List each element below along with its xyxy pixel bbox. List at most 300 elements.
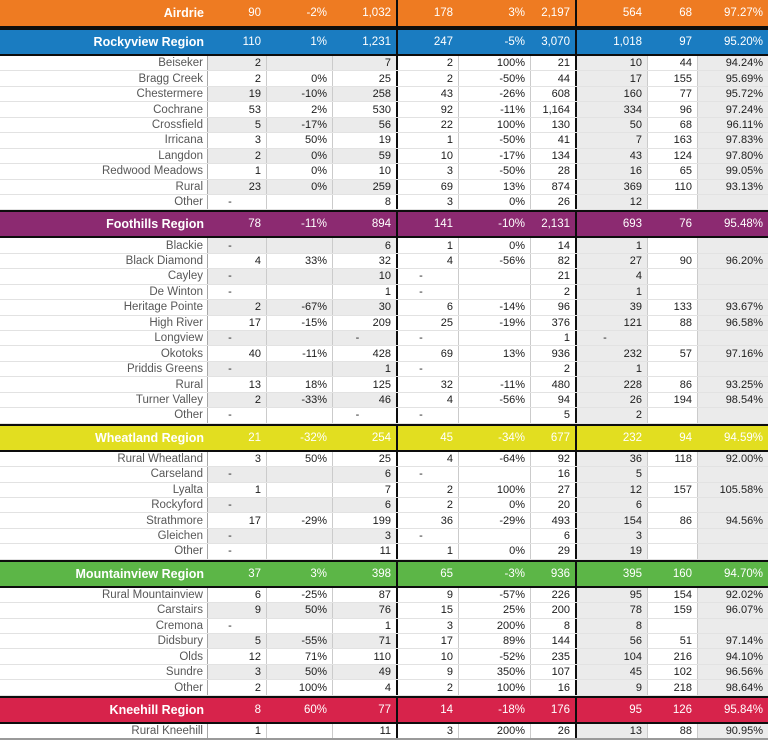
data-cell[interactable]: 26 [575,393,647,407]
data-cell[interactable]: 40 [208,346,266,360]
region-total-cell[interactable]: 141 [396,212,458,236]
data-cell[interactable] [697,408,768,422]
data-cell[interactable]: 93.13% [697,180,768,194]
data-cell[interactable]: 13 [208,377,266,391]
data-cell[interactable]: 68 [647,118,697,132]
data-cell[interactable] [647,544,697,558]
data-cell[interactable]: 96.11% [697,118,768,132]
data-cell[interactable]: 2 [208,149,266,163]
data-cell[interactable]: 56 [332,118,396,132]
data-cell[interactable]: 16 [530,467,575,481]
data-cell[interactable]: 0% [458,544,530,558]
region-total-cell[interactable]: 77 [378,703,391,716]
data-cell[interactable]: 93.67% [697,300,768,314]
data-cell[interactable]: -14% [458,300,530,314]
data-cell[interactable] [647,362,697,376]
data-cell[interactable]: -50% [458,133,530,147]
data-cell[interactable] [266,56,332,70]
data-cell[interactable]: 608 [530,87,575,101]
region-total-cell[interactable]: -5% [504,36,525,48]
community-name-cell[interactable]: Rural [0,377,208,391]
region-total-cell[interactable]: 254 [371,431,391,444]
region-total-cell[interactable]: 94.59% [723,431,763,444]
data-cell[interactable]: 69 [396,346,458,360]
region-total-cell[interactable]: 894 [371,218,391,231]
data-cell[interactable]: 130 [530,118,575,132]
data-cell[interactable]: 199 [332,513,396,527]
data-cell[interactable]: 33% [266,254,332,268]
data-cell[interactable]: 2 [530,285,575,299]
data-cell[interactable] [697,238,768,252]
community-name-cell[interactable]: Rural Mountainview [0,588,208,602]
data-cell[interactable]: -56% [458,393,530,407]
data-cell[interactable]: 95.72% [697,87,768,101]
data-cell[interactable]: 10 [396,649,458,663]
data-cell[interactable]: - [208,331,266,345]
data-cell[interactable]: 2 [530,362,575,376]
data-cell[interactable] [697,467,768,481]
data-cell[interactable]: 7 [332,483,396,497]
region-total-cell[interactable]: 126 [672,703,692,716]
data-cell[interactable]: -17% [266,118,332,132]
data-cell[interactable]: 209 [332,316,396,330]
data-cell[interactable]: 25 [332,452,396,466]
data-cell[interactable]: 480 [530,377,575,391]
community-name-cell[interactable]: Bragg Creek [0,71,208,85]
community-name-cell[interactable]: Longview [0,331,208,345]
data-cell[interactable]: 110 [647,180,697,194]
community-name-cell[interactable]: Other [0,544,208,558]
data-cell[interactable]: -11% [266,346,332,360]
data-cell[interactable]: 0% [266,71,332,85]
community-name-cell[interactable]: Redwood Meadows [0,164,208,178]
region-total-cell[interactable]: 3% [508,7,525,19]
data-cell[interactable]: 11 [332,544,396,558]
data-cell[interactable]: 11 [332,724,396,738]
data-cell[interactable]: 49 [332,665,396,679]
community-name-cell[interactable]: Strathmore [0,513,208,527]
community-name-cell[interactable]: Sundre [0,665,208,679]
region-total-cell[interactable]: 564 [575,0,647,26]
data-cell[interactable]: 110 [332,649,396,663]
data-cell[interactable]: 82 [530,254,575,268]
region-total-cell[interactable]: 95.84% [723,703,763,716]
data-cell[interactable]: 88 [647,724,697,738]
data-cell[interactable]: 134 [530,149,575,163]
data-cell[interactable]: -29% [266,513,332,527]
data-cell[interactable]: 96.58% [697,316,768,330]
data-cell[interactable]: - [208,467,266,481]
data-cell[interactable] [647,238,697,252]
data-cell[interactable]: 19 [208,87,266,101]
data-cell[interactable]: 154 [647,588,697,602]
data-cell[interactable]: -33% [266,393,332,407]
data-cell[interactable]: 3 [332,529,396,543]
data-cell[interactable]: -15% [266,316,332,330]
data-cell[interactable]: -11% [458,377,530,391]
data-cell[interactable] [266,467,332,481]
data-cell[interactable] [458,285,530,299]
data-cell[interactable]: 1 [332,619,396,633]
data-cell[interactable]: 43 [396,87,458,101]
data-cell[interactable] [266,529,332,543]
community-name-cell[interactable]: Cayley [0,269,208,283]
data-cell[interactable]: 4 [332,680,396,694]
region-total-cell[interactable]: 60% [303,703,327,716]
data-cell[interactable]: 4 [396,254,458,268]
data-cell[interactable]: 2 [575,408,647,422]
data-cell[interactable] [697,529,768,543]
region-total-cell[interactable]: 2,197 [541,7,570,19]
data-cell[interactable]: - [396,331,458,345]
region-label-rockyview-region[interactable]: Rockyview Region [93,35,204,49]
data-cell[interactable]: 1 [332,362,396,376]
data-cell[interactable] [266,498,332,512]
data-cell[interactable]: 226 [530,588,575,602]
data-cell[interactable]: 4 [575,269,647,283]
data-cell[interactable]: 30 [332,300,396,314]
data-cell[interactable]: 95.69% [697,71,768,85]
data-cell[interactable]: 45 [575,665,647,679]
data-cell[interactable]: 6 [575,498,647,512]
community-name-cell[interactable]: Other [0,680,208,694]
data-cell[interactable]: - [396,269,458,283]
data-cell[interactable] [647,498,697,512]
data-cell[interactable]: 2 [396,680,458,694]
community-name-cell[interactable]: Chestermere [0,87,208,101]
region-total-cell[interactable]: 95.48% [723,218,763,231]
community-name-cell[interactable]: Cochrane [0,102,208,116]
data-cell[interactable]: 86 [647,377,697,391]
data-cell[interactable]: - [208,285,266,299]
region-total-cell[interactable]: -32% [300,431,327,444]
data-cell[interactable]: -50% [458,164,530,178]
data-cell[interactable]: - [208,238,266,252]
data-cell[interactable]: 94.24% [697,56,768,70]
data-cell[interactable]: 71% [266,649,332,663]
data-cell[interactable]: -29% [458,513,530,527]
data-cell[interactable] [647,195,697,209]
data-cell[interactable]: 9 [208,603,266,617]
community-name-cell[interactable]: Other [0,408,208,422]
data-cell[interactable] [266,483,332,497]
data-cell[interactable]: 32 [396,377,458,391]
community-name-cell[interactable]: Olds [0,649,208,663]
community-name-cell[interactable]: Crossfield [0,118,208,132]
data-cell[interactable]: -64% [458,452,530,466]
data-cell[interactable] [647,408,697,422]
region-total-cell[interactable]: -11% [301,218,327,231]
region-total-cell[interactable]: 90 [248,7,261,19]
data-cell[interactable]: 1 [208,164,266,178]
data-cell[interactable]: 4 [208,254,266,268]
data-cell[interactable]: 86 [647,513,697,527]
data-cell[interactable]: 94.56% [697,513,768,527]
data-cell[interactable]: 216 [647,649,697,663]
data-cell[interactable]: 1 [396,544,458,558]
data-cell[interactable] [266,724,332,738]
data-cell[interactable]: 0% [458,195,530,209]
region-total-cell[interactable]: 21 [248,431,261,444]
region-total-cell[interactable]: -34% [498,431,525,444]
data-cell[interactable]: 18% [266,377,332,391]
region-total-cell[interactable]: 94 [679,431,692,444]
data-cell[interactable]: 2 [396,56,458,70]
data-cell[interactable] [458,331,530,345]
data-cell[interactable]: 94 [530,393,575,407]
community-name-cell[interactable]: Carseland [0,467,208,481]
region-total-cell[interactable]: -2% [306,7,327,19]
data-cell[interactable]: 65 [647,164,697,178]
data-cell[interactable]: 13% [458,180,530,194]
data-cell[interactable]: 3 [575,529,647,543]
region-total-cell[interactable]: 232 [575,426,647,450]
data-cell[interactable] [697,269,768,283]
data-cell[interactable]: 4 [396,393,458,407]
data-cell[interactable]: 29 [530,544,575,558]
data-cell[interactable]: 3 [396,195,458,209]
community-name-cell[interactable]: Gleichen [0,529,208,543]
region-total-cell[interactable]: 395 [575,562,647,586]
community-name-cell[interactable]: Heritage Pointe [0,300,208,314]
data-cell[interactable] [647,467,697,481]
data-cell[interactable]: 50 [575,118,647,132]
data-cell[interactable]: 97.16% [697,346,768,360]
data-cell[interactable]: - [208,362,266,376]
region-total-cell[interactable]: 97 [679,36,692,48]
data-cell[interactable]: 17 [396,634,458,648]
data-cell[interactable]: 8 [575,619,647,633]
data-cell[interactable]: 493 [530,513,575,527]
data-cell[interactable]: 2% [266,102,332,116]
community-name-cell[interactable]: Rural [0,180,208,194]
data-cell[interactable]: 102 [647,665,697,679]
data-cell[interactable]: 2 [208,71,266,85]
data-cell[interactable]: 32 [332,254,396,268]
data-cell[interactable]: 200 [530,603,575,617]
data-cell[interactable]: 94.10% [697,649,768,663]
data-cell[interactable] [647,619,697,633]
data-cell[interactable]: 20 [530,498,575,512]
data-cell[interactable]: 23 [208,180,266,194]
data-cell[interactable]: 10 [575,56,647,70]
data-cell[interactable]: 50% [266,603,332,617]
data-cell[interactable]: 26 [530,195,575,209]
data-cell[interactable]: 39 [575,300,647,314]
data-cell[interactable] [647,529,697,543]
data-cell[interactable]: 98.54% [697,393,768,407]
data-cell[interactable]: 97.14% [697,634,768,648]
data-cell[interactable]: - [208,408,266,422]
data-cell[interactable]: 36 [396,513,458,527]
data-cell[interactable]: 17 [208,513,266,527]
data-cell[interactable]: 2 [208,300,266,314]
data-cell[interactable]: 200% [458,724,530,738]
data-cell[interactable]: 228 [575,377,647,391]
data-cell[interactable]: 1 [208,724,266,738]
data-cell[interactable]: 6 [332,238,396,252]
data-cell[interactable]: 19 [575,544,647,558]
data-cell[interactable]: - [396,285,458,299]
data-cell[interactable]: 28 [530,164,575,178]
data-cell[interactable]: 258 [332,87,396,101]
data-cell[interactable]: - [396,529,458,543]
data-cell[interactable]: -52% [458,649,530,663]
data-cell[interactable]: - [575,331,647,345]
data-cell[interactable]: 92 [530,452,575,466]
data-cell[interactable]: 96.56% [697,665,768,679]
data-cell[interactable]: 51 [647,634,697,648]
data-cell[interactable]: 1 [396,133,458,147]
data-cell[interactable] [266,331,332,345]
data-cell[interactable]: 9 [396,588,458,602]
region-total-cell[interactable]: 95 [575,698,647,722]
data-cell[interactable]: 3 [208,133,266,147]
community-name-cell[interactable]: Priddis Greens [0,362,208,376]
data-cell[interactable]: 118 [647,452,697,466]
data-cell[interactable]: 10 [332,269,396,283]
data-cell[interactable] [647,269,697,283]
data-cell[interactable]: 17 [208,316,266,330]
data-cell[interactable]: 124 [647,149,697,163]
data-cell[interactable]: 4 [396,452,458,466]
data-cell[interactable]: 57 [647,346,697,360]
data-cell[interactable] [697,544,768,558]
data-cell[interactable]: 25% [458,603,530,617]
region-total-cell[interactable]: 176 [550,703,570,716]
data-cell[interactable]: 3 [396,619,458,633]
data-cell[interactable]: 1 [208,483,266,497]
data-cell[interactable]: 936 [530,346,575,360]
data-cell[interactable]: 25 [396,316,458,330]
data-cell[interactable]: 7 [332,56,396,70]
data-cell[interactable]: 10 [332,164,396,178]
community-name-cell[interactable]: Langdon [0,149,208,163]
region-total-cell[interactable]: 1,231 [362,36,391,48]
data-cell[interactable]: 232 [575,346,647,360]
community-name-cell[interactable]: Cremona [0,619,208,633]
data-cell[interactable]: 0% [458,498,530,512]
data-cell[interactable]: 56 [575,634,647,648]
data-cell[interactable]: 2 [396,498,458,512]
data-cell[interactable]: -26% [458,87,530,101]
data-cell[interactable]: 2 [396,483,458,497]
data-cell[interactable] [697,362,768,376]
data-cell[interactable]: 12 [208,649,266,663]
region-total-cell[interactable]: 97.27% [723,7,763,19]
data-cell[interactable]: -67% [266,300,332,314]
data-cell[interactable]: 97.83% [697,133,768,147]
data-cell[interactable]: - [332,408,396,422]
data-cell[interactable]: 69 [396,180,458,194]
data-cell[interactable]: 1,164 [530,102,575,116]
data-cell[interactable]: - [396,408,458,422]
data-cell[interactable] [697,619,768,633]
data-cell[interactable] [266,195,332,209]
data-cell[interactable]: 6 [208,588,266,602]
data-cell[interactable] [266,408,332,422]
community-name-cell[interactable]: Didsbury [0,634,208,648]
data-cell[interactable]: 96.07% [697,603,768,617]
community-name-cell[interactable]: Other [0,195,208,209]
data-cell[interactable]: 2 [208,393,266,407]
data-cell[interactable]: 1 [575,285,647,299]
data-cell[interactable]: 8 [332,195,396,209]
data-cell[interactable]: 76 [332,603,396,617]
data-cell[interactable]: 5 [208,118,266,132]
region-total-cell[interactable]: 78 [248,218,261,231]
data-cell[interactable]: 6 [530,529,575,543]
data-cell[interactable]: 376 [530,316,575,330]
data-cell[interactable]: 163 [647,133,697,147]
data-cell[interactable]: 87 [332,588,396,602]
region-total-cell[interactable]: 677 [550,431,570,444]
region-total-cell[interactable]: 3,070 [541,36,570,48]
data-cell[interactable]: 25 [332,71,396,85]
data-cell[interactable]: 14 [530,238,575,252]
data-cell[interactable]: 100% [458,56,530,70]
data-cell[interactable]: 0% [458,238,530,252]
region-total-cell[interactable]: 2,131 [541,218,570,231]
data-cell[interactable]: 7 [575,133,647,147]
data-cell[interactable]: 92.02% [697,588,768,602]
data-cell[interactable]: 159 [647,603,697,617]
data-cell[interactable]: 1 [575,238,647,252]
region-total-cell[interactable]: 8 [254,703,261,716]
region-total-cell[interactable]: 398 [371,567,391,580]
data-cell[interactable]: - [208,498,266,512]
data-cell[interactable]: - [208,544,266,558]
data-cell[interactable]: 27 [530,483,575,497]
data-cell[interactable]: 530 [332,102,396,116]
data-cell[interactable]: 98.64% [697,680,768,694]
region-total-cell[interactable]: -3% [504,567,525,580]
data-cell[interactable]: -25% [266,588,332,602]
data-cell[interactable]: 88 [647,316,697,330]
region-total-cell[interactable]: -18% [498,703,525,716]
data-cell[interactable]: 26 [530,724,575,738]
region-total-cell[interactable]: 76 [679,218,692,231]
data-cell[interactable] [266,238,332,252]
data-cell[interactable]: 2 [208,56,266,70]
data-cell[interactable] [697,331,768,345]
data-cell[interactable]: 100% [458,118,530,132]
data-cell[interactable]: -56% [458,254,530,268]
data-cell[interactable] [458,529,530,543]
data-cell[interactable]: 59 [332,149,396,163]
community-name-cell[interactable]: Rockyford [0,498,208,512]
region-total-cell[interactable]: 68 [679,7,692,19]
data-cell[interactable]: 369 [575,180,647,194]
region-total-cell[interactable]: -10% [498,218,525,231]
data-cell[interactable]: 874 [530,180,575,194]
region-label-airdrie[interactable]: Airdrie [163,6,204,20]
data-cell[interactable]: 90 [647,254,697,268]
data-cell[interactable]: -19% [458,316,530,330]
data-cell[interactable]: 157 [647,483,697,497]
data-cell[interactable]: 160 [575,87,647,101]
data-cell[interactable]: 3 [208,452,266,466]
data-cell[interactable]: 3 [396,164,458,178]
data-cell[interactable]: 104 [575,649,647,663]
community-name-cell[interactable]: Beiseker [0,56,208,70]
data-cell[interactable]: 15 [396,603,458,617]
data-cell[interactable]: 194 [647,393,697,407]
region-label-kneehill-region[interactable]: Kneehill Region [109,702,204,717]
data-cell[interactable]: 16 [575,164,647,178]
data-cell[interactable]: 1 [332,285,396,299]
data-cell[interactable]: 97.24% [697,102,768,116]
